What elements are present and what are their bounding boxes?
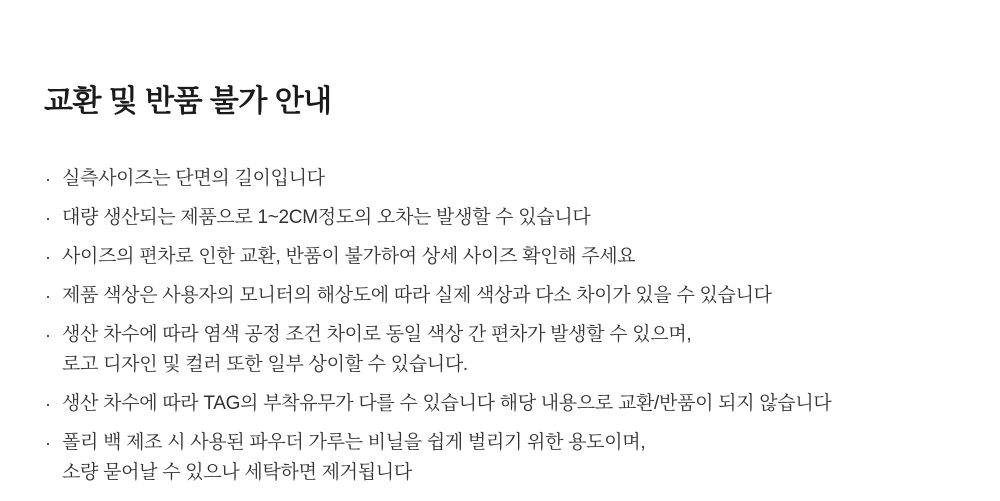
bullet-dot: · [45,208,51,228]
notice-line: 실측사이즈는 단면의 길이입니다 [62,168,325,189]
notice-line: 생산 차수에 따라 염색 공정 조건 차이로 동일 색상 간 편차가 발생할 수 있으며, [62,324,692,345]
page-title: 교환 및 반품 불가 안내 [44,85,332,118]
bullet-dot: · [45,169,51,189]
notice-list [44,164,970,488]
bullet-dot: · [45,325,51,345]
notice-line: 로고 디자인 및 컬러 또한 일부 상이할 수 있습니다. [62,354,468,375]
notice-line: 대량 생산되는 제품으로 1~2CM정도의 오차는 발생할 수 있습니다 [62,207,591,228]
bullet-dot: · [45,286,51,306]
notice-line: 사이즈의 편차로 인한 교환, 반품이 불가하여 상세 사이즈 확인해 주세요 [62,246,636,267]
notice-item-size-deviation [44,242,970,272]
notice-line: 제품 색상은 사용자의 모니터의 해상도에 따라 실제 색상과 다소 차이가 있을 수 있습니다 [62,285,772,306]
notice-line: 소량 묻어날 수 있으나 세탁하면 제거됩니다 [62,462,412,483]
notice-item-mass-production-tolerance [44,203,970,233]
notice-item-dye-lot-variation [44,320,970,380]
notice-item-tag-attachment [44,389,970,419]
bullet-dot: · [45,394,51,414]
notice-item-poly-bag-powder [44,428,970,488]
bullet-dot: · [45,433,51,453]
notice-item-monitor-color [44,281,970,311]
notice-line: 폴리 백 제조 시 사용된 파우더 가루는 비닐을 쉽게 벌리기 위한 용도이며, [62,432,646,453]
bullet-dot: · [45,247,51,267]
notice-line: 생산 차수에 따라 TAG의 부착유무가 다를 수 있습니다 해당 내용으로 교환/반품이 되지 않습니다 [62,393,832,414]
notice-item-measured-size [44,164,970,194]
